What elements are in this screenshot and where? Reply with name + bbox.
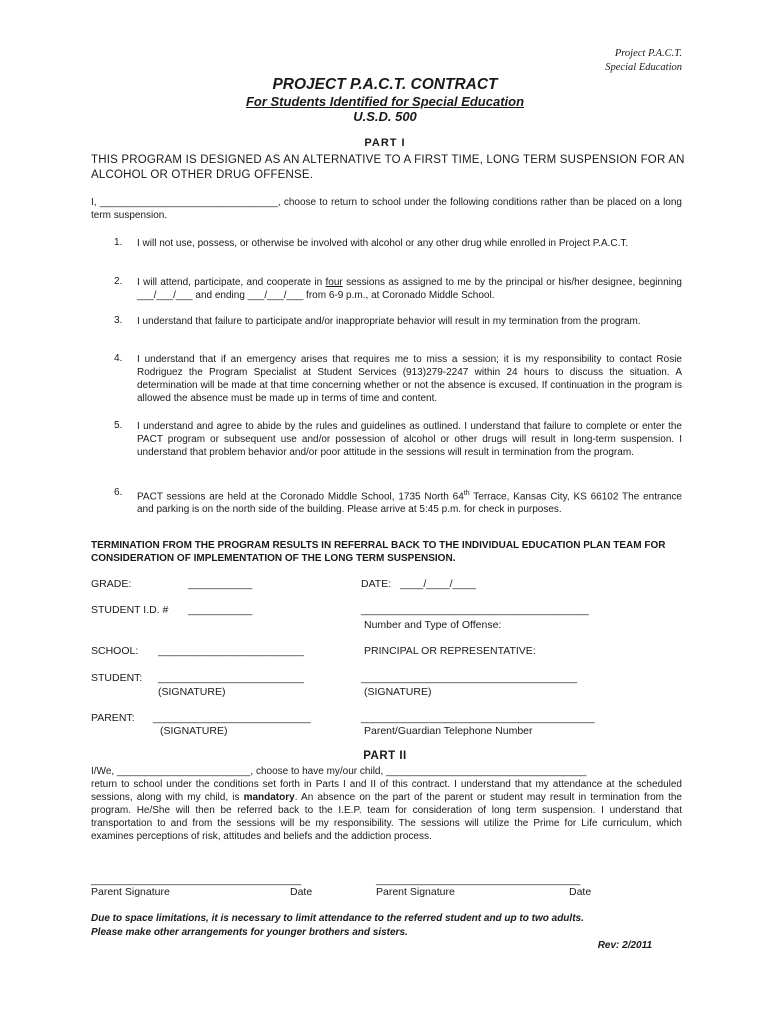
footer-notice-2: Please make other arrangements for younger brothers and sisters.	[91, 927, 408, 938]
student-signature-caption: (SIGNATURE)	[158, 686, 226, 698]
parent-signature-label-1: Parent Signature	[91, 886, 170, 898]
principal-signature-caption: (SIGNATURE)	[364, 686, 432, 698]
footer-notice-1: Due to space limitations, it is necessary to limit attendance to the referred student and up to two adults.	[91, 913, 584, 924]
mandatory-word: mandatory	[243, 792, 295, 803]
item-6-number: 6.	[114, 487, 123, 498]
parent-phone-field[interactable]: ________________________________________	[361, 712, 595, 724]
revision-label: Rev: 2/2011	[597, 940, 652, 951]
item-1-text: I will not use, possess, or otherwise be involved with alcohol or any other drug while enrolled in Project P.A.C.T.	[137, 238, 629, 249]
item-4-text: I understand that if an emergency arises that requires me to miss a session; it is my responsibility to contact Rosie Rodriguez the Program Specialist at Student Services (913)279-2247 within 24 hours to discuss the situation. A determination will be made at that time concerning whether or not the absence is excused. If continuation in the program is allowed the absence must be made up in terms of time and content.	[137, 354, 682, 404]
date-label-1: Date	[290, 886, 313, 898]
part-2-heading: PART II	[363, 750, 407, 762]
parent-label: PARENT:	[91, 712, 135, 724]
student-id-label: STUDENT I.D. #	[91, 604, 169, 616]
item-6-text: PACT sessions are held at the Coronado Middle School, 1735 North 64th Terrace, Kansas City, KS 66102 The entrance and parking is on the north side of the building. Please arrive at 5:45 p.m. for check in purposes.	[137, 490, 682, 516]
part-1-heading: PART I	[364, 137, 406, 149]
parent-signature-label-2: Parent Signature	[376, 886, 455, 898]
item-3-number: 3.	[114, 315, 123, 326]
item-2-text: I will attend, participate, and cooperate in four sessions as assigned to me by the principal or his/her designee, beginning ___/___/___ and ending ___/___/___ from 6-9 p.m., at Coronado Middle School.	[137, 277, 682, 301]
corner-line-2: Special Education	[605, 62, 682, 73]
part-1-intro: THIS PROGRAM IS DESIGNED AS AN ALTERNATIVE TO A FIRST TIME, LONG TERM SUSPENSION FOR AN ALCOHOL OR OTHER DRUG OFFENSE.	[91, 154, 685, 181]
parent-signature-line-1[interactable]: ____________________________________	[91, 874, 302, 886]
item-1-number: 1.	[114, 237, 123, 248]
parent-signature-field[interactable]: ___________________________	[153, 712, 311, 724]
school-field[interactable]: _________________________	[158, 645, 304, 657]
parent-phone-label: Parent/Guardian Telephone Number	[364, 725, 533, 737]
date-label: DATE:	[361, 578, 392, 590]
offense-label: Number and Type of Offense:	[364, 619, 502, 631]
item-2-number: 2.	[114, 276, 123, 287]
offense-field[interactable]: _______________________________________	[361, 604, 589, 616]
part-2-body: return to school under the conditions set forth in Parts I and II of this contract. I understand that my attendance at the scheduled sessions, along with my child, is mandatory. An absence on the part of the parent or student may result in termination from the program. He/She will then be referred back to the I.E.P. team for consideration of long term suspension. I understand that transportation to and from the sessions will be my responsibility. The sessions will utilize the Prime for Life curriculum, which examines perceptions of risk, attitudes and beliefs and the addiction process.	[91, 779, 682, 842]
item-5-number: 5.	[114, 420, 123, 431]
part-2-line-1[interactable]: I/We, ________________________, choose to have my/our child, ____________________________________	[91, 766, 587, 777]
item-3-text: I understand that failure to participate and/or inappropriate behavior will result in my termination from the program.	[137, 316, 641, 327]
student-signature-field[interactable]: _________________________	[158, 672, 304, 684]
termination-notice: TERMINATION FROM THE PROGRAM RESULTS IN REFERRAL BACK TO THE INDIVIDUAL EDUCATION PLAN TEAM FOR CONSIDERATION OF IMPLEMENTATION OF THE LONG TERM SUSPENSION.	[91, 540, 666, 564]
principal-signature-field[interactable]: _____________________________________	[361, 672, 578, 684]
page-subtitle: For Students Identified for Special Education	[245, 94, 525, 109]
part-1-statement: I, ________________________________, choose to return to school under the following conditions rather than be placed on a long term suspension.	[91, 197, 682, 221]
parent-signature-caption: (SIGNATURE)	[160, 725, 228, 737]
principal-label: PRINCIPAL OR REPRESENTATIVE:	[364, 645, 536, 657]
item-2-underlined: four	[325, 277, 343, 288]
corner-line-1: Project P.A.C.T.	[614, 48, 682, 59]
page-title: PROJECT P.A.C.T. CONTRACT	[272, 76, 498, 93]
date-label-2: Date	[569, 886, 592, 898]
date-field[interactable]: ____/____/____	[400, 578, 476, 590]
school-label: SCHOOL:	[91, 645, 139, 657]
district-label: U.S.D. 500	[353, 109, 417, 124]
item-4-number: 4.	[114, 353, 123, 364]
grade-field[interactable]: ___________	[188, 578, 253, 590]
item-5-text: I understand and agree to abide by the rules and guidelines as outlined. I understand that failure to complete or enter the PACT program or subsequent use and/or possession of alcohol or other drugs will result in long-term suspension. I understand that problem behavior and/or poor attitude in the sessions will result in termination from the program.	[137, 421, 682, 458]
student-label: STUDENT:	[91, 672, 143, 684]
student-id-field[interactable]: ___________	[188, 604, 253, 616]
parent-signature-line-2[interactable]: ___________________________________	[376, 874, 581, 886]
grade-label: GRADE:	[91, 578, 132, 590]
